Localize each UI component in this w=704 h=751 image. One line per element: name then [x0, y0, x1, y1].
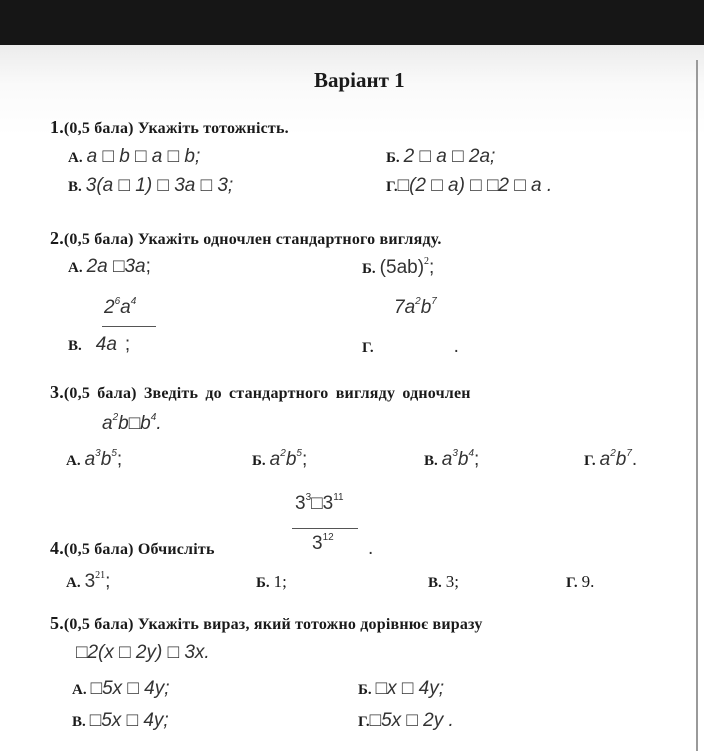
q3-option-v [424, 448, 479, 471]
q2-option-v [68, 334, 130, 356]
punct: ; [145, 256, 151, 277]
q2-option-b [362, 256, 434, 279]
option-label: А. [68, 260, 83, 276]
fraction-bar [102, 326, 156, 327]
option-expr: 3(a □ 1) □ 3a □ 3; [85, 175, 234, 196]
option-label: В. [424, 453, 438, 469]
option-value: 1; [273, 572, 287, 591]
punct: . [631, 449, 638, 470]
option-label: Г. [386, 179, 398, 195]
punct: ; [429, 257, 435, 278]
option-expr: □(2 □ a) □ □2 □ a . [397, 175, 553, 196]
question-1 [50, 117, 289, 138]
base: a [269, 449, 281, 470]
option-label: В. [428, 575, 442, 591]
base: b□b [118, 413, 151, 434]
option-label: Г. [358, 714, 370, 730]
option-expr: □x □ 4y; [375, 678, 445, 699]
question-text: (0,5 бала) Укажіть тотожність. [63, 120, 289, 137]
option-expr: □5x □ 4y; [90, 678, 170, 699]
exponent: 3 [95, 448, 101, 459]
page-border [696, 60, 698, 751]
q5-option-v [72, 710, 169, 732]
q1-option-g [386, 175, 552, 197]
question-2 [50, 228, 442, 249]
option-expr: 2 □ a □ 2a; [403, 146, 496, 167]
punct: . [156, 413, 162, 434]
option-expr: (5ab) [379, 257, 425, 278]
top-bar [0, 0, 704, 45]
base: 3 [295, 493, 306, 514]
option-label: В. [72, 714, 86, 730]
exponent: 5 [296, 448, 302, 459]
q3-option-g [584, 448, 637, 471]
base: 7a [394, 297, 416, 318]
denominator: 4a [95, 334, 117, 355]
q5-option-b [358, 678, 444, 700]
q5-option-g [358, 710, 454, 732]
exponent: 2 [424, 256, 430, 267]
q4-option-v [428, 572, 459, 592]
q5-option-a [72, 678, 170, 700]
exponent: 2 [415, 296, 421, 307]
q4-option-a [66, 570, 110, 593]
page-title: Варіант 1 [314, 68, 405, 92]
exponent: 5 [111, 448, 117, 459]
exponent: 21 [95, 570, 106, 581]
question-text: (0,5 бала) Обчисліть [63, 541, 215, 558]
question-number: 3. [50, 382, 64, 402]
option-label: А. [68, 150, 83, 166]
exponent: 4 [468, 448, 475, 459]
exponent: 6 [114, 296, 121, 307]
question-number: 2. [50, 228, 64, 248]
q1-option-a [68, 146, 200, 168]
exponent: 12 [322, 532, 334, 543]
option-label: Г. [584, 453, 596, 469]
q3-option-b [252, 448, 307, 471]
exponent: 2 [610, 448, 616, 459]
question-3 [50, 382, 471, 403]
punct: ; [301, 449, 308, 470]
base: a [102, 413, 113, 434]
option-label: А. [72, 682, 87, 698]
option-label: Г. [566, 575, 578, 591]
punct: ; [124, 334, 131, 355]
exponent: 4 [150, 412, 157, 423]
base: b [420, 297, 432, 318]
punct: ; [105, 571, 111, 592]
q2-v-numerator [104, 296, 136, 319]
option-expr: 2a □3a [86, 256, 146, 277]
question-text: (0,5 бала) Укажіть вираз, який тотожно дорівнює виразу [63, 616, 483, 633]
option-value: 3 [84, 571, 96, 592]
q2-g-expr [394, 296, 437, 319]
option-label: В. [68, 179, 82, 195]
option-expr: □5x □ 4y; [89, 710, 169, 731]
q1-option-b [386, 146, 495, 168]
option-label: Б. [358, 682, 372, 698]
base: b [615, 449, 627, 470]
q5-expression: □2(x □ 2y) □ 3x. [76, 642, 210, 663]
base: □3 [311, 493, 334, 514]
q2-option-g [362, 336, 459, 358]
exponent: 7 [431, 296, 437, 307]
exponent: 11 [333, 492, 344, 503]
base: a [120, 297, 131, 318]
punct: . [453, 336, 459, 357]
exponent: 7 [626, 448, 632, 459]
option-label: Б. [252, 453, 266, 469]
exponent: 2 [112, 412, 119, 423]
q4-denominator [312, 532, 334, 555]
punct: ; [474, 449, 480, 470]
punct: . [368, 538, 374, 559]
question-5 [50, 613, 483, 634]
fraction-bar [292, 528, 358, 529]
exponent: 3 [452, 448, 458, 459]
option-label: А. [66, 453, 81, 469]
q3-option-a [66, 448, 122, 471]
question-text: (0,5 бала) Зведіть до стандартного вигляду одночлен [63, 385, 471, 402]
base: a [441, 449, 453, 470]
option-value: 3; [445, 572, 459, 591]
base: 2 [104, 297, 115, 318]
q1-option-v [68, 175, 233, 197]
base: a [84, 449, 96, 470]
base: b [100, 449, 112, 470]
punct: ; [116, 449, 123, 470]
option-expr: □5x □ 2y . [369, 710, 454, 731]
q2-option-a [68, 256, 151, 278]
question-number: 1. [50, 117, 64, 137]
question-number: 4. [50, 538, 64, 558]
question-text: (0,5 бала) Укажіть одночлен стандартного вигляду. [63, 231, 442, 248]
option-label: Б. [256, 575, 270, 591]
option-value: 9. [581, 572, 595, 591]
question-4 [50, 538, 215, 559]
option-label: Б. [386, 150, 400, 166]
q4-option-b [256, 572, 287, 592]
base: b [457, 449, 469, 470]
option-label: Б. [362, 261, 376, 277]
exponent: 3 [305, 492, 312, 503]
option-label: Г. [362, 340, 374, 356]
option-label: А. [66, 575, 81, 591]
base: 3 [312, 533, 323, 554]
exponent: 2 [280, 448, 286, 459]
option-expr: a □ b □ a □ b; [86, 146, 201, 167]
exponent: 4 [130, 296, 137, 307]
option-label: В. [68, 338, 82, 354]
base: b [285, 449, 297, 470]
q3-expression [102, 412, 162, 435]
base: a [599, 449, 611, 470]
q4-numerator [295, 492, 344, 515]
q4-option-g [566, 572, 594, 592]
question-number: 5. [50, 613, 64, 633]
